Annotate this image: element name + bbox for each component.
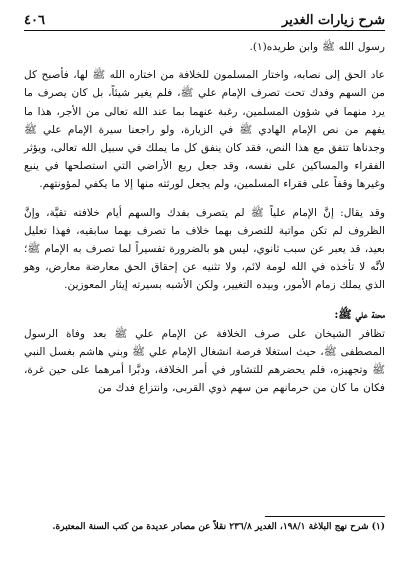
page-number: ٤٠٦ [24,13,45,28]
paragraph-2: عاد الحق إلى نصابه، واختار المسلمون للخلافة من اختاره الله ﷺ لها، فأصبح كل من السهم وفدك تحت تصرف الإمام علي ﷺ، فلم يغير شيئاً، بل كان يصرف ما يرد منهما في شؤون المسلمين، رغبة عنهما بما عند الله تعالى من الأجر، هذا ما يفهم من نص الإمام الهادي ﷺ في الزيارة، ولو راجعنا سيرة الإمام علي ﷺ وجدناها تتفق مع هذا النص، فقد كان ينفق كل ما يملك في سبيل الله تعالى، ويؤثر الفقراء والمساكين على نفسه، وقد جعل ريع الأراضي التي استصلحها في ينبع وغيرها وقفاً على فقراء المسلمين، ولم يجعل لورثته منها إلا ما يكفي لمؤونتهم. [24,69,385,191]
page-header [24,8,385,31]
footnote-separator [265,516,385,517]
section-paragraph: تظافر الشيخان على صرف الخلافة عن الإمام علي ﷺ بعد وفاة الرسول المصطفى ﷺ، حيث استغلا فرصة انشغال الإمام علي ﷺ وبني هاشم بغسل النبي ﷺ وتجهيزه، فلم يحضرهم للتشاور في أمر الخلافة، ودبَّرا أمرهما على حين غرة، فكان ما كان من حرمانهم من سهم ذوي القربى، وانتزاع فدك من [24,327,385,395]
running-title: شرح زيارات الغدير [282,13,385,28]
paragraph-3: وقد يقال: إنَّ الإمام علياً ﷺ لم يتصرف بفدك والسهم أيام خلافته تقيَّة، وإنَّ الظروف لم تكن مواتية للتصرف بهما خلاف ما تصرف بهما سابقيه، فهذا تعليل بعيد، قد يعبر عن سبب ثانوي، ليس هو بالضرورة تفسيراً لما تصرف به الإمام ﷺ؛ لأنَّه لا تأخذه في الله لومة لائم، ولا تثنيه عن إحقاق الحق معارضة معارض، وهو الذي يملك زمام الأمور، وبيده التغيير، ولكن الأشبه بسيرته إيثار المعوزين. [24,206,385,292]
footnote: (١) شرح نهج البلاغة ١٩٨/١، الغدير ٢٣٦/٨ نقلاً عن مصادر عديدة من كتب السنة المعتبرة. [52,522,385,532]
page-body [24,38,385,397]
section-heading: محنة علي ﷺ: [334,307,385,321]
paragraph-1: رسول الله ﷺ وابن طريده(١). [249,41,385,53]
